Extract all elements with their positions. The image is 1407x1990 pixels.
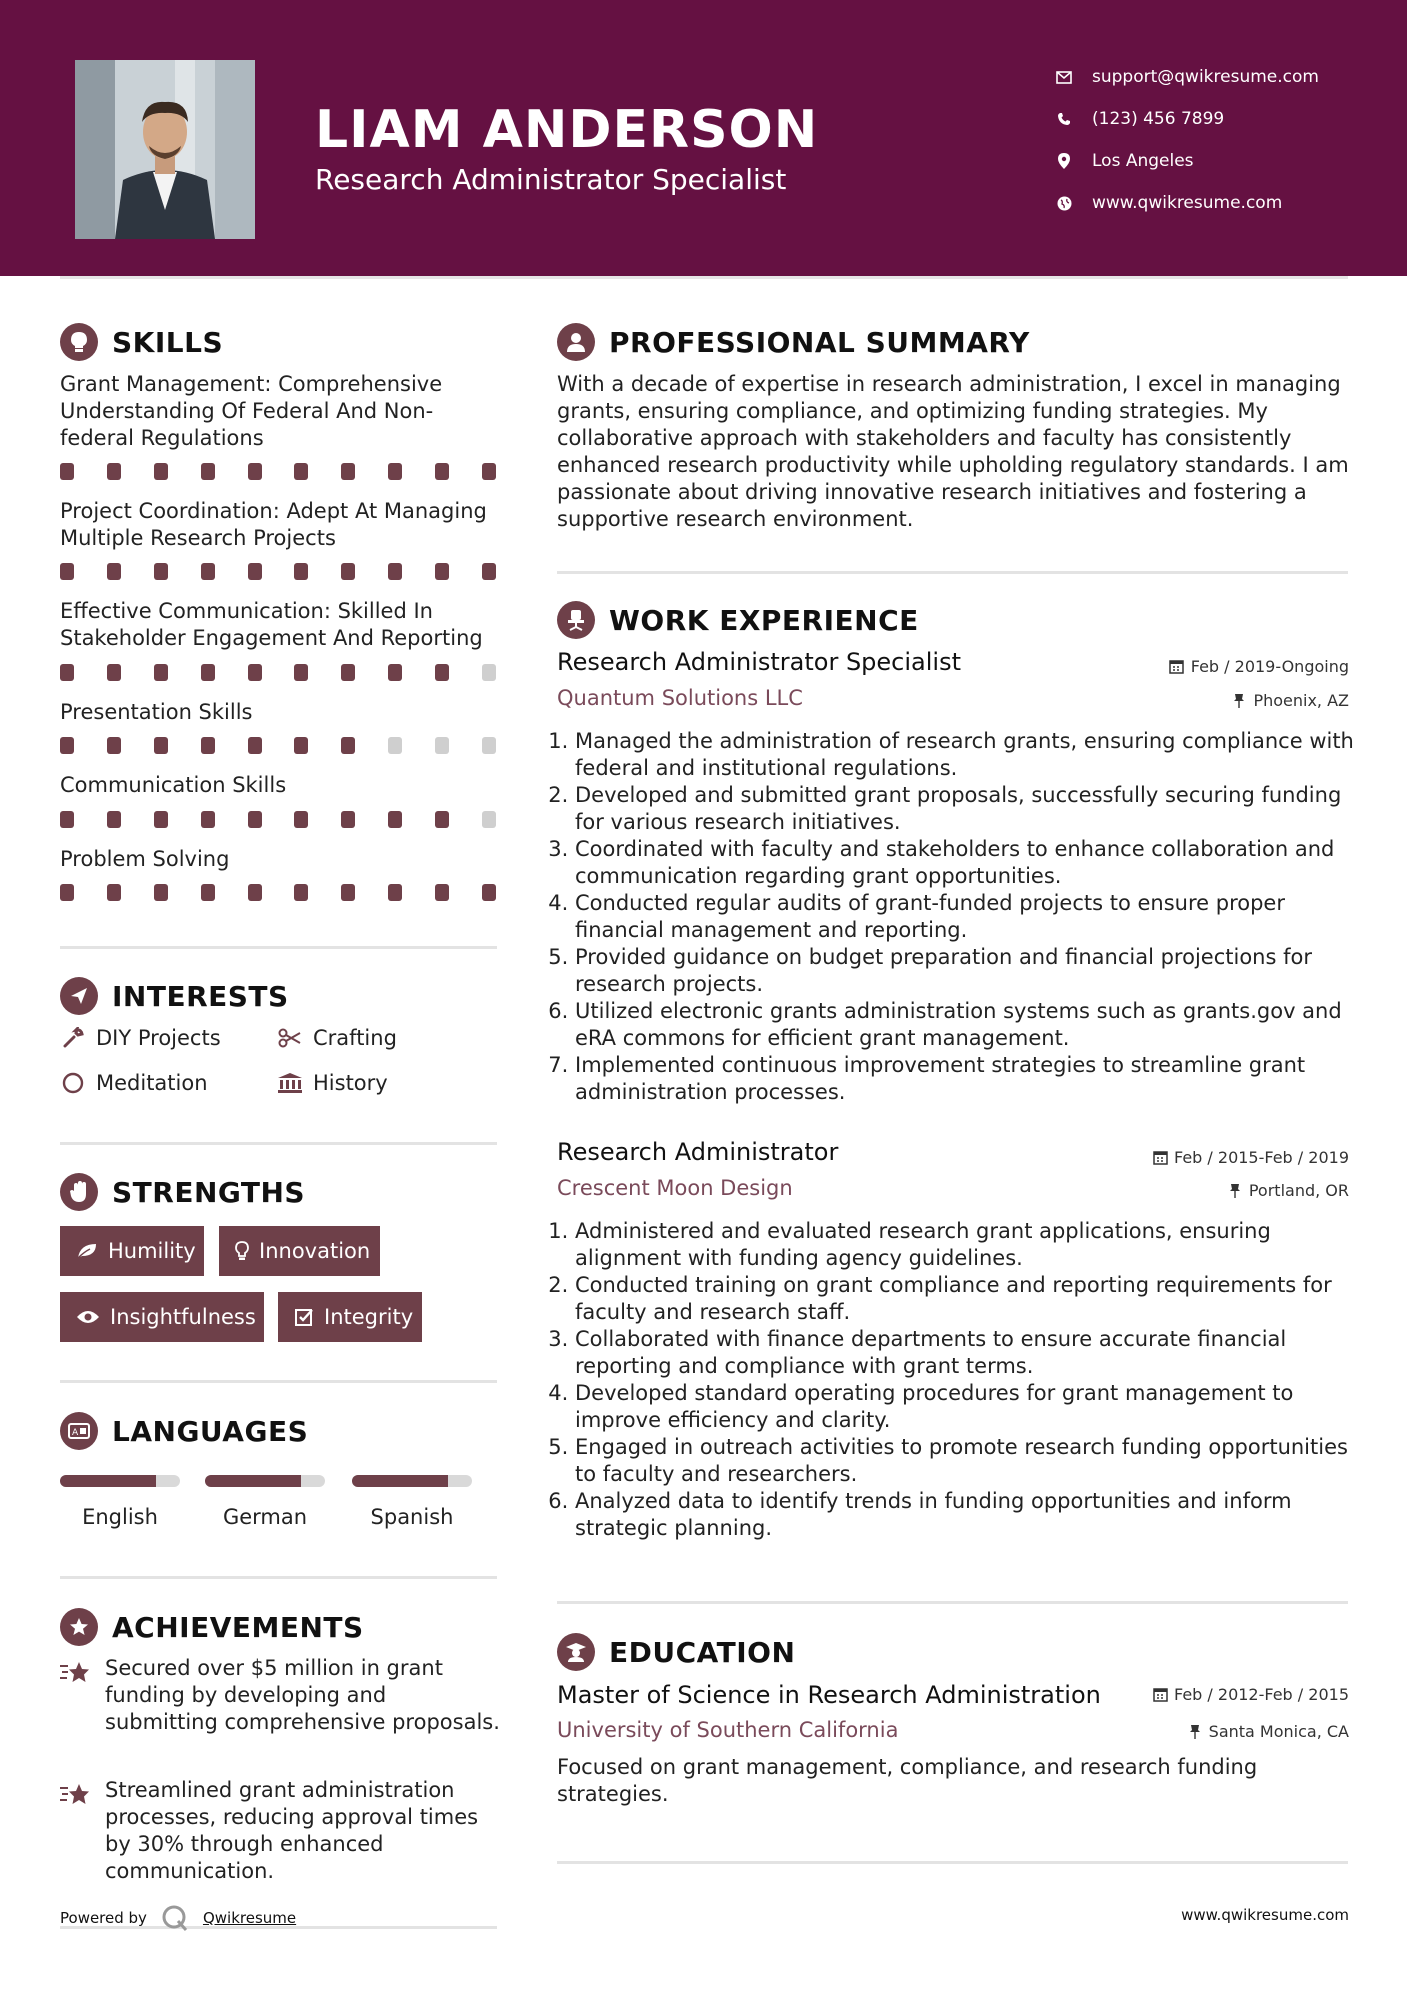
star-badge-icon	[60, 1608, 98, 1646]
skill-rating-dot	[201, 563, 215, 580]
interest-label: Crafting	[313, 1026, 397, 1050]
job-dates-text: Feb / 2015-Feb / 2019	[1174, 1148, 1349, 1167]
skill-rating-dot	[388, 664, 402, 681]
job-title: Research Administrator	[557, 1138, 839, 1166]
strength-badge	[278, 1292, 422, 1342]
strength-badge	[60, 1292, 264, 1342]
skill-rating-dot	[435, 737, 449, 754]
paper-plane-icon	[60, 977, 98, 1015]
skill-rating-dot	[294, 737, 308, 754]
skill-rating-dot	[482, 664, 496, 681]
section-divider	[60, 1576, 497, 1579]
job-duty-item: 6. Analyzed data to identify trends in funding opportunities and inform strategic planning.	[575, 1488, 1370, 1542]
section-divider	[60, 946, 497, 949]
skill-rating	[60, 563, 496, 579]
skill-rating-dot	[60, 563, 74, 580]
globe-icon	[1054, 194, 1074, 212]
achievement-text: Secured over $5 million in grant funding by developing and submitting comprehensive proposals.	[105, 1656, 500, 1734]
scissors-icon	[277, 1026, 303, 1050]
skill-rating-dot	[482, 884, 496, 901]
interest-label: DIY Projects	[96, 1026, 221, 1050]
lightbulb-icon	[235, 1240, 249, 1262]
skill-rating-dot	[107, 664, 121, 681]
footer-powered-by	[60, 1904, 296, 1932]
checkbox-icon	[294, 1306, 314, 1328]
skill-rating-dot	[201, 463, 215, 480]
job-title: Research Administrator Specialist	[557, 648, 962, 676]
experience-heading	[557, 601, 919, 639]
hand-icon	[60, 1173, 98, 1211]
skill-rating-dot	[248, 737, 262, 754]
achievement-text: Streamlined grant administration processes, reducing approval times by 30% through enhanced communication.	[105, 1778, 479, 1883]
experience-title: WORK EXPERIENCE	[609, 603, 919, 637]
job-duty-item: 2. Conducted training on grant compliance and reporting requirements for faculty and research staff.	[575, 1272, 1370, 1326]
skill-rating-dot	[482, 563, 496, 580]
leaf-icon	[76, 1240, 98, 1262]
section-divider	[557, 1861, 1348, 1864]
skill-label: Problem Solving	[60, 847, 230, 871]
job-duties-list	[557, 728, 1370, 1106]
footer-website[interactable]: www.qwikresume.com	[1181, 1906, 1349, 1924]
interest-label: Meditation	[96, 1071, 208, 1095]
skill-rating-dot	[154, 737, 168, 754]
language-name: German	[222, 1505, 308, 1529]
job-duty-item: 5. Provided guidance on budget preparation and financial projections for research projects.	[575, 944, 1370, 998]
skill-label: Grant Management: Comprehensive Understanding Of Federal And Non-federal Regulations	[60, 372, 443, 450]
language-level-bar	[205, 1475, 325, 1487]
strength-badge	[219, 1226, 380, 1276]
job-duty-item: 4. Developed standard operating procedures for grant management to improve efficiency and clarity.	[575, 1380, 1370, 1434]
skill-rating	[60, 884, 496, 900]
eye-icon	[76, 1306, 100, 1328]
skill-rating-dot	[154, 884, 168, 901]
job-duties-list	[557, 1218, 1370, 1542]
skill-rating-dot	[388, 811, 402, 828]
skill-rating-dot	[107, 884, 121, 901]
pushpin-icon	[1231, 693, 1247, 709]
strength-label: Humility	[108, 1239, 196, 1263]
job-location-text: Phoenix, AZ	[1253, 691, 1349, 710]
job-duty-item: 1. Administered and evaluated research grant applications, ensuring alignment with funding agency guidelines.	[575, 1218, 1370, 1272]
education-description: Focused on grant management, compliance, and research funding strategies.	[557, 1755, 1258, 1806]
school-name: University of Southern California	[557, 1718, 899, 1742]
education-location	[1187, 1722, 1349, 1741]
strength-label: Innovation	[259, 1239, 371, 1263]
strengths-title: STRENGTHS	[112, 1175, 306, 1209]
wrench-icon	[60, 1026, 86, 1050]
skill-rating-dot	[482, 463, 496, 480]
skill-rating-dot	[294, 884, 308, 901]
skill-rating-dot	[435, 811, 449, 828]
language-level-bar	[352, 1475, 472, 1487]
languages-title: LANGUAGES	[112, 1414, 309, 1448]
skill-rating-dot	[60, 463, 74, 480]
skill-rating	[60, 811, 496, 827]
skill-rating-dot	[248, 463, 262, 480]
job-dates	[1152, 1148, 1349, 1167]
skill-rating	[60, 664, 496, 680]
qwikresume-logo-icon	[161, 1904, 191, 1932]
star-icon	[59, 1782, 91, 1812]
language-name: English	[82, 1505, 158, 1529]
skills-title: SKILLS	[112, 325, 224, 359]
language-name: Spanish	[370, 1505, 454, 1529]
job-duty-item: 6. Utilized electronic grants administration systems such as grants.gov and eRA commons for efficient grant management.	[575, 998, 1370, 1052]
pushpin-icon	[1187, 1724, 1203, 1740]
skill-rating-dot	[294, 563, 308, 580]
interests-heading	[60, 977, 289, 1015]
svg-text:A: A	[72, 1428, 79, 1438]
job-duty-item: 5. Engaged in outreach activities to promote research funding opportunities to faculty and researchers.	[575, 1434, 1370, 1488]
skill-rating-dot	[388, 563, 402, 580]
skill-rating-dot	[248, 884, 262, 901]
skill-rating-dot	[154, 664, 168, 681]
skill-rating-dot	[435, 463, 449, 480]
calendar-icon	[1152, 1687, 1168, 1703]
strength-label: Integrity	[324, 1305, 414, 1329]
education-dates	[1152, 1685, 1349, 1704]
circle-icon	[60, 1071, 86, 1095]
calendar-icon	[1152, 1150, 1168, 1166]
skill-rating	[60, 737, 496, 753]
office-chair-icon	[557, 601, 595, 639]
skill-rating-dot	[60, 737, 74, 754]
skill-rating-dot	[341, 811, 355, 828]
skill-rating-dot	[107, 563, 121, 580]
powered-by-label: Powered by	[60, 1909, 147, 1927]
skill-rating-dot	[341, 563, 355, 580]
education-dates-text: Feb / 2012-Feb / 2015	[1174, 1685, 1349, 1704]
interest-item	[60, 1026, 221, 1050]
skill-label: Communication Skills	[60, 773, 287, 797]
skill-label: Presentation Skills	[60, 700, 253, 724]
language-level-fill	[352, 1475, 448, 1487]
skill-rating-dot	[248, 664, 262, 681]
contact-phone[interactable]	[1054, 98, 1319, 140]
skill-rating-dot	[482, 811, 496, 828]
skill-rating-dot	[201, 884, 215, 901]
interest-item	[60, 1071, 208, 1095]
job-location	[1231, 691, 1349, 710]
language-level-bar	[60, 1475, 180, 1487]
section-divider	[557, 1601, 1348, 1604]
skill-rating-dot	[435, 664, 449, 681]
skill-rating-dot	[294, 664, 308, 681]
company-name: Quantum Solutions LLC	[557, 686, 803, 710]
skill-rating-dot	[248, 563, 262, 580]
achievements-title: ACHIEVEMENTS	[112, 1610, 364, 1644]
graduate-icon	[557, 1633, 595, 1671]
job-duty-item: 3. Collaborated with finance departments to ensure accurate financial reporting and compliance with grant terms.	[575, 1326, 1370, 1380]
skill-rating-dot	[248, 811, 262, 828]
interests-title: INTERESTS	[112, 979, 289, 1013]
skill-rating-dot	[154, 463, 168, 480]
skill-rating-dot	[154, 811, 168, 828]
job-location-text: Portland, OR	[1248, 1181, 1349, 1200]
skill-label: Project Coordination: Adept At Managing Multiple Research Projects	[60, 499, 487, 550]
education-location-text: Santa Monica, CA	[1208, 1722, 1349, 1741]
header-divider	[60, 276, 1348, 279]
skill-rating-dot	[341, 737, 355, 754]
language-level-fill	[60, 1475, 156, 1487]
contact-email[interactable]	[1054, 56, 1319, 98]
skill-rating-dot	[341, 664, 355, 681]
lightbulb-icon	[60, 323, 98, 361]
skill-rating-dot	[482, 737, 496, 754]
skill-rating	[60, 463, 496, 479]
job-duty-item: 1. Managed the administration of research grants, ensuring compliance with federal and institutional regulations.	[575, 728, 1370, 782]
contact-location	[1054, 140, 1319, 182]
interest-label: History	[313, 1071, 388, 1095]
job-duty-item: 4. Conducted regular audits of grant-funded projects to ensure proper financial management and reporting.	[575, 890, 1370, 944]
skill-rating-dot	[388, 737, 402, 754]
skill-rating-dot	[388, 884, 402, 901]
pushpin-icon	[1227, 1183, 1243, 1199]
job-duty-item: 2. Developed and submitted grant proposals, successfully securing funding for various research initiatives.	[575, 782, 1370, 836]
skill-rating-dot	[107, 811, 121, 828]
skill-rating-dot	[60, 811, 74, 828]
skill-rating-dot	[435, 563, 449, 580]
skill-rating-dot	[201, 664, 215, 681]
user-icon	[557, 323, 595, 361]
calendar-icon	[1169, 659, 1185, 675]
strengths-heading	[60, 1173, 305, 1211]
skill-rating-dot	[294, 811, 308, 828]
skill-label: Effective Communication: Skilled In Stakeholder Engagement And Reporting	[60, 599, 483, 650]
language-icon	[60, 1412, 98, 1450]
contact-email-text: support@qwikresume.com	[1092, 67, 1319, 87]
contact-website[interactable]	[1054, 182, 1319, 224]
contact-list	[1054, 56, 1319, 224]
section-divider	[60, 1380, 497, 1383]
job-duty-item: 3. Coordinated with faculty and stakeholders to enhance collaboration and communication regarding grant opportunities.	[575, 836, 1370, 890]
achievements-heading	[60, 1608, 364, 1646]
candidate-name: LIAM ANDERSON	[315, 100, 819, 160]
interest-item	[277, 1026, 397, 1050]
skill-rating-dot	[294, 463, 308, 480]
profile-photo	[75, 60, 255, 239]
summary-heading	[557, 323, 1030, 361]
qwikresume-link[interactable]: Qwikresume	[202, 1909, 297, 1927]
contact-location-text: Los Angeles	[1092, 151, 1194, 171]
phone-icon	[1054, 110, 1074, 128]
education-title: EDUCATION	[609, 1635, 796, 1669]
museum-icon	[277, 1071, 303, 1095]
skill-rating-dot	[201, 737, 215, 754]
summary-text: With a decade of expertise in research administration, I excel in managing grants, ensuring compliance, and optimizing funding strategies. My collaborative approach with stakeholders and faculty has consistently enhanced research productivity while upholding regulatory standards. I am passionate about driving innovative research initiatives and fostering a supportive research environment.	[557, 372, 1349, 531]
mail-icon	[1054, 68, 1074, 86]
star-icon	[59, 1660, 91, 1690]
summary-title: PROFESSIONAL SUMMARY	[609, 325, 1030, 359]
section-divider	[60, 1142, 497, 1145]
location-pin-icon	[1054, 152, 1074, 170]
skill-rating-dot	[154, 563, 168, 580]
skill-rating-dot	[341, 884, 355, 901]
contact-website-text: www.qwikresume.com	[1092, 193, 1283, 213]
skill-rating-dot	[60, 884, 74, 901]
skill-rating-dot	[60, 664, 74, 681]
job-dates	[1169, 657, 1349, 676]
job-duty-item: 7. Implemented continuous improvement strategies to streamline grant administration processes.	[575, 1052, 1370, 1106]
job-dates-text: Feb / 2019-Ongoing	[1190, 657, 1349, 676]
company-name: Crescent Moon Design	[557, 1176, 793, 1200]
skill-rating-dot	[341, 463, 355, 480]
strength-label: Insightfulness	[110, 1305, 256, 1329]
candidate-title: Research Administrator Specialist	[315, 163, 787, 196]
skill-rating-dot	[435, 884, 449, 901]
skill-rating-dot	[201, 811, 215, 828]
skills-heading	[60, 323, 223, 361]
interest-item	[277, 1071, 388, 1095]
degree-title: Master of Science in Research Administration	[557, 1681, 1101, 1709]
skill-rating-dot	[107, 463, 121, 480]
job-location	[1227, 1181, 1349, 1200]
languages-heading	[60, 1412, 308, 1450]
contact-phone-text: (123) 456 7899	[1092, 109, 1225, 129]
language-level-fill	[205, 1475, 301, 1487]
skill-rating-dot	[388, 463, 402, 480]
education-heading	[557, 1633, 795, 1671]
skill-rating-dot	[107, 737, 121, 754]
section-divider	[557, 571, 1348, 574]
strength-badge	[60, 1226, 204, 1276]
